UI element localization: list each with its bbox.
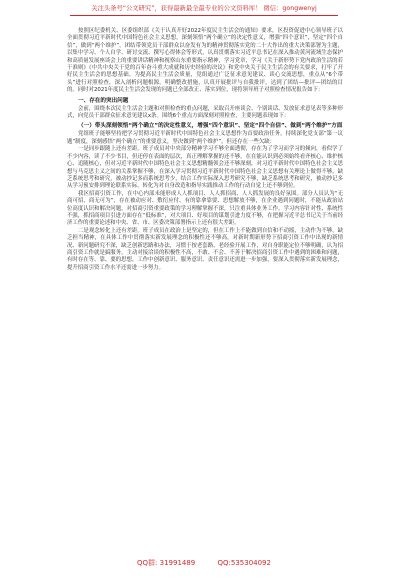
- qq-text: QQ:535304092: [217, 559, 271, 567]
- body-paragraph: 二是观念转化上还有差距。班子成员在政治上是坚定的，但在工作上不能做到自信和不动摇，主动作为不够，缺乏担当精神，在具体工作中贯彻落实新发展理念的积极性还不够高，对新时期新形势下招商引资工作中出现的新情况、新问题研究不深，缺乏创新思路和办法，习惯于按老套路、老经验开展工作，对自身职能定位不够明确，认为招商引资工作就是搞服务，主动对接洽谈的积极性不高，不敢、不会、不善于解决招商引资工作中遇到的困难和问题，有时存在等、靠、要的思想，工作中创新意识、服务意识、责任意识还需进一步加强，要深入贯彻落实新发展理念，提升招商引资工作水平还需进一步努力。: [67, 227, 343, 271]
- document-body: [67, 28, 343, 272]
- body-paragraph: 我区招商引资工作，在中心内部未能形成人人抓项目、人人抓招商、人人抓发展的良好氛围。部分人员认为“无商可招，商无可为”，存在被动应对、敷衍应付、有的靠拿靠要、思想解放不够，在企业遇到问题时，不能从政治站位高度认识和解决问题，对招商引资重要政策的学习理解掌握不深，只注重具体业务工作，学习内容针对性、系统性不强，抓招商项目引进方面存在“低标准”，对大项目、好项目的谋划引进力度不够，在把握习近平总书记关于当前经济工作的重要论述和中央、省、市、区委决策部署指示上还有很大差距。: [67, 190, 343, 227]
- body-paragraph: 党组班子能够坚持把学习贯彻习近平新时代中国特色社会主义思想作为首要政治任务，持续深化党支部“第一议题”制度，深刻感悟“两个确立”的重要意义，坚决做到“两个维护”，但还存在一些欠缺：: [67, 131, 343, 145]
- banner-divider: [70, 15, 338, 16]
- subsection-heading: （一）带头深刻领悟“两个确立”的决定性意义，增强“四个意识”、坚定“四个自信”、做到“两个维护”方面: [78, 123, 343, 130]
- qq-group-text: QQ群: 31991489: [137, 559, 196, 567]
- section-intro-paragraph: 会前，围绕本次民主生活会主题和对照检查的重点问题，采取召开座谈会、个别谈话、发放征求意见表等多种形式，向党员干部群众征求意见建议x条。围绕6个重点方面深刻对照检查，主要问题表现如下：: [67, 105, 343, 120]
- intro-paragraph: 按照区纪委机关、区委组织部《关于认真开好2022年度民主生活会的通知》要求，区投资促进中心领导班子以全面贯彻习近平新时代中国特色社会主义思想，深刻领悟“两个确立”的决定性意义，增强“四个意识”，坚定“四个自信”，做到“两个维护”。团结带领党员干部群众以奋发有为的精神贯彻落实党的二十大作出的重大决策部署为主题，以集中学习、个人自学、研讨交流、撰写心得体会等形式，认真贯彻落实习近平总书记在深入推动黄河流域生态保护和高质量发展座谈会上的重要讲话精神和视察山东重要指示精神，学习党章，学习《关于新形势下党内政治生活的若干准则》《中共中央关于党的百年奋斗重大成就和历史经验的决议》和党中央关于民主生活会的有关要求，打牢了开好民主生活会的思想基础。为提高民主生活会质量，党组通过广泛征求意见建议、谈心交流思想，重点从“6个带头”进行对照检查，深入剖析问题根源，明确整改措施，认真开展批评与自我批评，达到了团结—批评—团结的目的。同时对2021年度民主生活会发现的问题已全部改正、落实到位，现将领导班子对照检查情况报告如下：: [67, 28, 343, 94]
- section-heading: 一、存在的突出问题: [78, 97, 129, 104]
- body-paragraph: 一是同步跟随上还有差距。班子成员对中央部分精神学习不够全面透彻，存在为了学习而学习的倾向，看似学了不少内容，读了不少书目，但还停在表面的层次，真正理解掌握的还不够，在在能认识到必须始终看齐核心、维护核心、追随核心，但对习近平新时代中国特色社会主义思想精髓领会还不够深刻，对习近平新时代中国特色社会主义思想与马克思主义之间的关系掌握不够，在深入学习贯彻习近平新时代中国特色社会主义思想有关理论上做得不够，缺乏系统思考和研究，被动抄记多而系统思考少，结合工作实际深入思考研究不够，缺乏系统思考和研究，被动抄记多从学习预安排到理论联系实际，转化为对自身改造和指导实践推动工作的行动自觉上还不够到位。: [67, 146, 343, 190]
- promo-banner: 关注头条号“公文研究”，获得最新最全最专业的公文资料库！ 微信：gongwenyj: [91, 5, 317, 12]
- contact-footer: [0, 559, 408, 568]
